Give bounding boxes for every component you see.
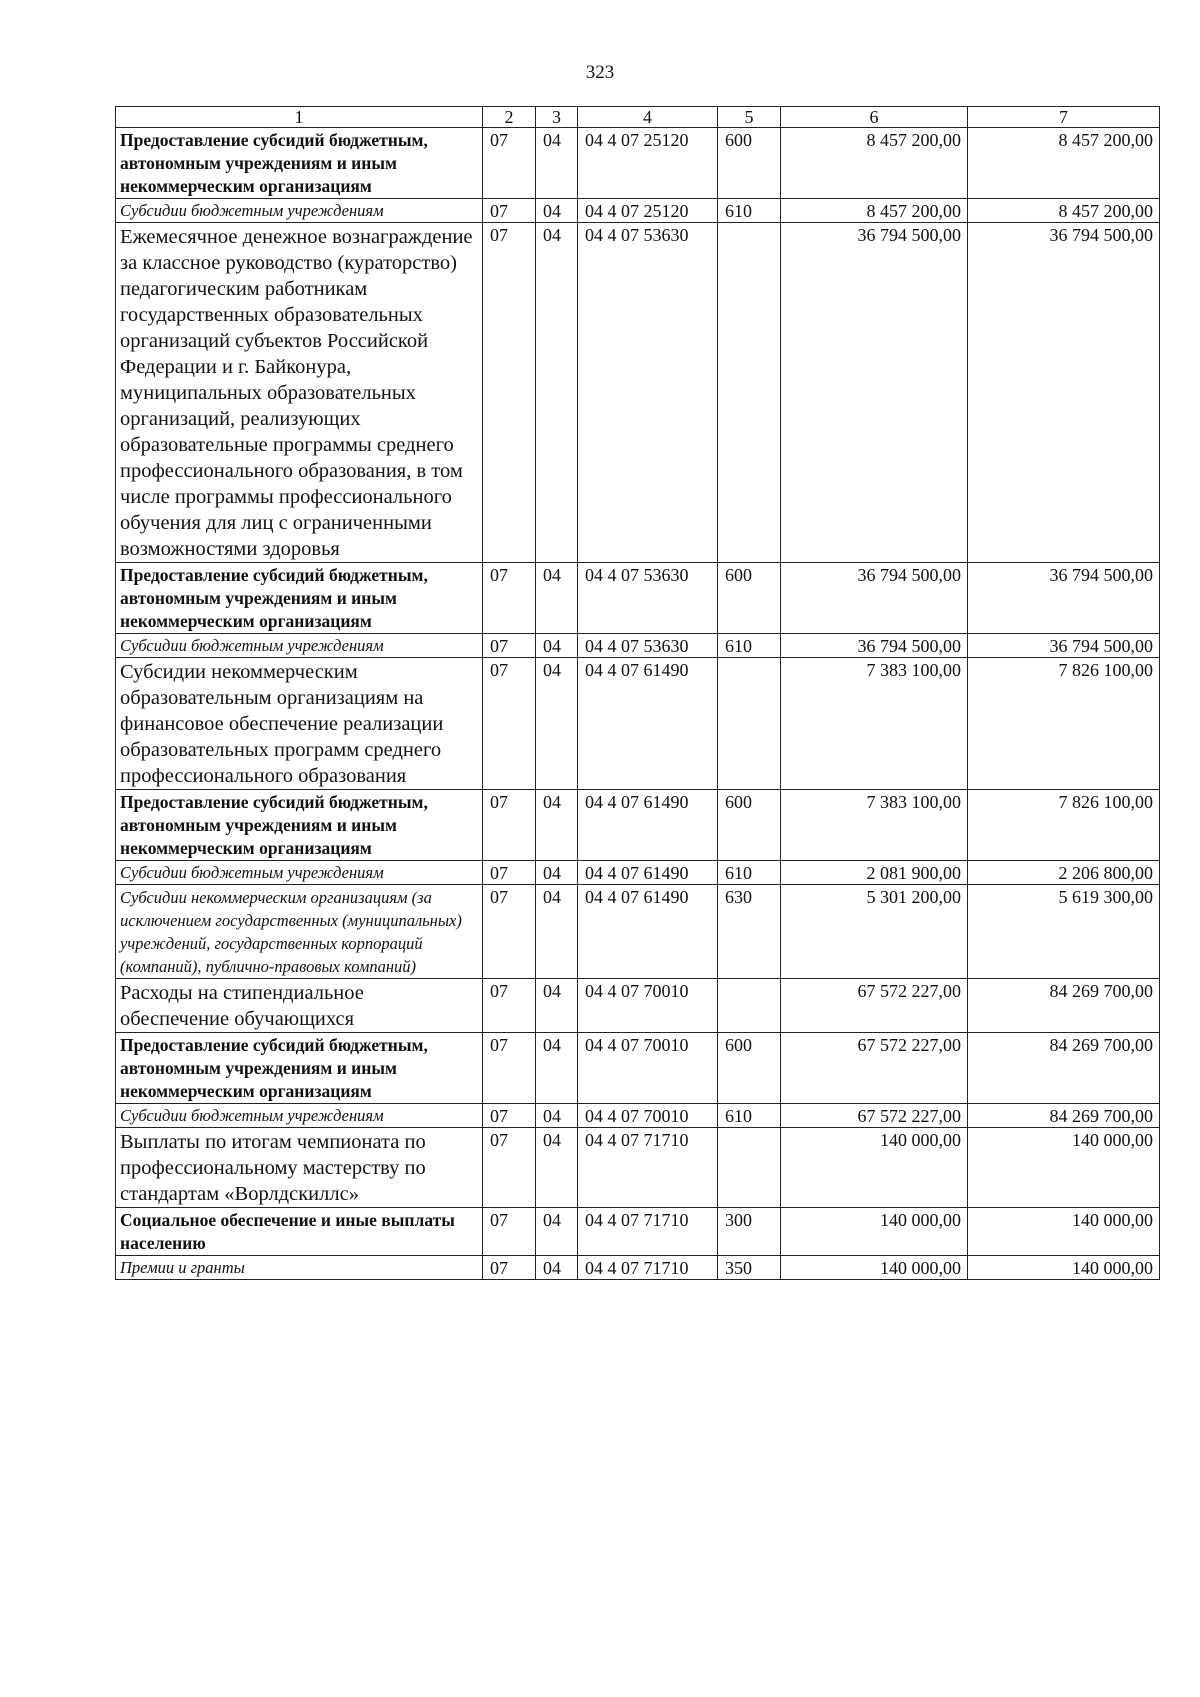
- table-row: [116, 128, 1160, 199]
- target-article-cell: 04 4 07 25120: [578, 199, 718, 223]
- section-cell: 07: [483, 128, 536, 199]
- amount-year1-cell: 67 572 227,00: [781, 979, 968, 1033]
- row-name-cell: Предоставление субсидий бюджетным, автономным учреждениям и иным некоммерческим организациям: [116, 1033, 483, 1104]
- amount-year1-cell: 36 794 500,00: [781, 223, 968, 563]
- subsection-cell: 04: [536, 1208, 578, 1256]
- page-number: 323: [585, 62, 615, 83]
- subsection-cell: 04: [536, 1033, 578, 1104]
- target-article-cell: 04 4 07 53630: [578, 223, 718, 563]
- subsection-cell: 04: [536, 223, 578, 563]
- target-article-cell: 04 4 07 53630: [578, 563, 718, 634]
- amount-year2-cell: 5 619 300,00: [968, 885, 1160, 979]
- amount-year1-cell: 67 572 227,00: [781, 1104, 968, 1128]
- table-row: [116, 1104, 1160, 1128]
- amount-year1-cell: 8 457 200,00: [781, 199, 968, 223]
- section-cell: 07: [483, 1256, 536, 1280]
- row-name-cell: Премии и гранты: [116, 1256, 483, 1280]
- target-article-cell: 04 4 07 61490: [578, 885, 718, 979]
- row-name-cell: Предоставление субсидий бюджетным, автономным учреждениям и иным некоммерческим организациям: [116, 563, 483, 634]
- section-cell: 07: [483, 1128, 536, 1208]
- section-cell: 07: [483, 1033, 536, 1104]
- expense-type-cell: 610: [718, 1104, 781, 1128]
- subsection-cell: 04: [536, 199, 578, 223]
- amount-year1-cell: 140 000,00: [781, 1128, 968, 1208]
- amount-year1-cell: 36 794 500,00: [781, 634, 968, 658]
- header-cell: 6: [781, 107, 968, 128]
- table-row: [116, 658, 1160, 790]
- section-cell: 07: [483, 634, 536, 658]
- subsection-cell: 04: [536, 1256, 578, 1280]
- target-article-cell: 04 4 07 61490: [578, 861, 718, 885]
- amount-year2-cell: 2 206 800,00: [968, 861, 1160, 885]
- expense-type-cell: [718, 658, 781, 790]
- expense-type-cell: [718, 979, 781, 1033]
- subsection-cell: 04: [536, 885, 578, 979]
- amount-year2-cell: 84 269 700,00: [968, 979, 1160, 1033]
- row-name-cell: Ежемесячное денежное вознаграждение за классное руководство (кураторство) педагогическим работникам государственных образовательных организаций субъектов Российской Федерации и г. Байконура, муниципальных образовательных организаций, реализующих образовательные программы среднего профессионального образования, в том числе программы профессионального обучения для лиц с ограниченными возможностями здоровья: [116, 223, 483, 563]
- expense-type-cell: [718, 1128, 781, 1208]
- table-header-row: [116, 107, 1160, 128]
- amount-year1-cell: 5 301 200,00: [781, 885, 968, 979]
- subsection-cell: 04: [536, 979, 578, 1033]
- row-name-cell: Субсидии некоммерческим образовательным организациям на финансовое обеспечение реализации образовательных программ среднего профессионального образования: [116, 658, 483, 790]
- target-article-cell: 04 4 07 71710: [578, 1128, 718, 1208]
- section-cell: 07: [483, 979, 536, 1033]
- section-cell: 07: [483, 199, 536, 223]
- amount-year2-cell: 7 826 100,00: [968, 658, 1160, 790]
- section-cell: 07: [483, 223, 536, 563]
- amount-year2-cell: 36 794 500,00: [968, 634, 1160, 658]
- table-row: [116, 1128, 1160, 1208]
- subsection-cell: 04: [536, 563, 578, 634]
- expense-type-cell: 610: [718, 634, 781, 658]
- header-cell: 5: [718, 107, 781, 128]
- table-row: [116, 1208, 1160, 1256]
- section-cell: 07: [483, 563, 536, 634]
- header-cell: 4: [578, 107, 718, 128]
- target-article-cell: 04 4 07 61490: [578, 658, 718, 790]
- budget-table: [115, 106, 1160, 1280]
- row-name-cell: Предоставление субсидий бюджетным, автономным учреждениям и иным некоммерческим организациям: [116, 128, 483, 199]
- amount-year2-cell: 84 269 700,00: [968, 1033, 1160, 1104]
- target-article-cell: 04 4 07 70010: [578, 1104, 718, 1128]
- table-row: [116, 199, 1160, 223]
- section-cell: 07: [483, 790, 536, 861]
- expense-type-cell: 600: [718, 128, 781, 199]
- target-article-cell: 04 4 07 53630: [578, 634, 718, 658]
- table-row: [116, 563, 1160, 634]
- amount-year2-cell: 8 457 200,00: [968, 128, 1160, 199]
- amount-year1-cell: 36 794 500,00: [781, 563, 968, 634]
- amount-year2-cell: 140 000,00: [968, 1208, 1160, 1256]
- expense-type-cell: 600: [718, 790, 781, 861]
- target-article-cell: 04 4 07 61490: [578, 790, 718, 861]
- target-article-cell: 04 4 07 25120: [578, 128, 718, 199]
- amount-year2-cell: 8 457 200,00: [968, 199, 1160, 223]
- table-row: [116, 634, 1160, 658]
- amount-year1-cell: 140 000,00: [781, 1208, 968, 1256]
- amount-year2-cell: 140 000,00: [968, 1128, 1160, 1208]
- amount-year1-cell: 8 457 200,00: [781, 128, 968, 199]
- target-article-cell: 04 4 07 71710: [578, 1208, 718, 1256]
- header-cell: 7: [968, 107, 1160, 128]
- amount-year1-cell: 7 383 100,00: [781, 790, 968, 861]
- header-cell: 3: [536, 107, 578, 128]
- table-row: [116, 861, 1160, 885]
- table-row: [116, 979, 1160, 1033]
- amount-year2-cell: 84 269 700,00: [968, 1104, 1160, 1128]
- row-name-cell: Субсидии некоммерческим организациям (за исключением государственных (муниципальных) учреждений, государственных корпораций (компаний), публично-правовых компаний): [116, 885, 483, 979]
- section-cell: 07: [483, 885, 536, 979]
- subsection-cell: 04: [536, 658, 578, 790]
- amount-year1-cell: 67 572 227,00: [781, 1033, 968, 1104]
- amount-year2-cell: 140 000,00: [968, 1256, 1160, 1280]
- subsection-cell: 04: [536, 1128, 578, 1208]
- row-name-cell: Субсидии бюджетным учреждениям: [116, 861, 483, 885]
- expense-type-cell: 610: [718, 199, 781, 223]
- amount-year2-cell: 36 794 500,00: [968, 223, 1160, 563]
- target-article-cell: 04 4 07 71710: [578, 1256, 718, 1280]
- subsection-cell: 04: [536, 634, 578, 658]
- expense-type-cell: 350: [718, 1256, 781, 1280]
- expense-type-cell: 600: [718, 563, 781, 634]
- table-row: [116, 1256, 1160, 1280]
- row-name-cell: Социальное обеспечение и иные выплаты населению: [116, 1208, 483, 1256]
- table-row: [116, 1033, 1160, 1104]
- table-row: [116, 790, 1160, 861]
- row-name-cell: Предоставление субсидий бюджетным, автономным учреждениям и иным некоммерческим организациям: [116, 790, 483, 861]
- expense-type-cell: 300: [718, 1208, 781, 1256]
- subsection-cell: 04: [536, 128, 578, 199]
- section-cell: 07: [483, 1208, 536, 1256]
- expense-type-cell: 610: [718, 861, 781, 885]
- row-name-cell: Субсидии бюджетным учреждениям: [116, 199, 483, 223]
- amount-year2-cell: 36 794 500,00: [968, 563, 1160, 634]
- target-article-cell: 04 4 07 70010: [578, 979, 718, 1033]
- table-row: [116, 885, 1160, 979]
- subsection-cell: 04: [536, 790, 578, 861]
- header-cell: 1: [116, 107, 483, 128]
- subsection-cell: 04: [536, 861, 578, 885]
- row-name-cell: Выплаты по итогам чемпионата по профессиональному мастерству по стандартам «Ворлдскиллс»: [116, 1128, 483, 1208]
- row-name-cell: Субсидии бюджетным учреждениям: [116, 634, 483, 658]
- header-cell: 2: [483, 107, 536, 128]
- amount-year2-cell: 7 826 100,00: [968, 790, 1160, 861]
- expense-type-cell: 630: [718, 885, 781, 979]
- amount-year1-cell: 2 081 900,00: [781, 861, 968, 885]
- expense-type-cell: 600: [718, 1033, 781, 1104]
- section-cell: 07: [483, 658, 536, 790]
- section-cell: 07: [483, 861, 536, 885]
- amount-year1-cell: 140 000,00: [781, 1256, 968, 1280]
- table-body: [116, 107, 1160, 1280]
- target-article-cell: 04 4 07 70010: [578, 1033, 718, 1104]
- table-row: [116, 223, 1160, 563]
- row-name-cell: Субсидии бюджетным учреждениям: [116, 1104, 483, 1128]
- subsection-cell: 04: [536, 1104, 578, 1128]
- expense-type-cell: [718, 223, 781, 563]
- row-name-cell: Расходы на стипендиальное обеспечение обучающихся: [116, 979, 483, 1033]
- section-cell: 07: [483, 1104, 536, 1128]
- amount-year1-cell: 7 383 100,00: [781, 658, 968, 790]
